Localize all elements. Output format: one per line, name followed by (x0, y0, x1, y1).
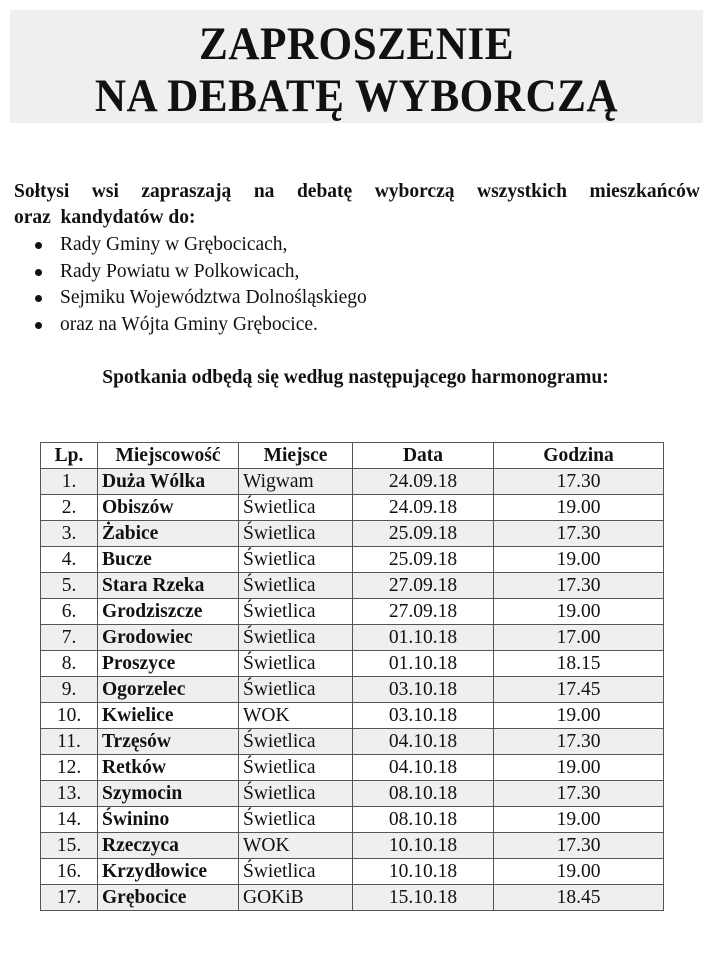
header-locality: Miejscowość (98, 443, 239, 469)
cell-row-number: 17. (41, 885, 98, 911)
cell-venue: GOKiB (239, 885, 353, 911)
table-row (41, 781, 664, 807)
table-row (41, 703, 664, 729)
bullet-icon (35, 322, 42, 329)
list-item-text: Rady Powiatu w Polkowicach, (60, 260, 300, 282)
cell-venue: Świetlica (239, 859, 353, 885)
table-row (41, 677, 664, 703)
cell-time: 18.15 (494, 651, 664, 677)
cell-locality: Świnino (98, 807, 239, 833)
cell-locality: Żabice (98, 521, 239, 547)
intro-line-1 (14, 179, 700, 205)
cell-row-number: 5. (41, 573, 98, 599)
intro-word: Sołtysi (14, 181, 70, 202)
list-item (32, 285, 367, 312)
cell-date: 03.10.18 (353, 703, 494, 729)
cell-venue: Świetlica (239, 495, 353, 521)
cell-row-number: 13. (41, 781, 98, 807)
table-row (41, 729, 664, 755)
cell-time: 19.00 (494, 859, 664, 885)
table-row (41, 521, 664, 547)
cell-venue: WOK (239, 703, 353, 729)
list-item (32, 312, 367, 339)
table-row (41, 625, 664, 651)
cell-time: 17.45 (494, 677, 664, 703)
intro-word: debatę (296, 181, 353, 202)
cell-time: 17.30 (494, 469, 664, 495)
cell-date: 01.10.18 (353, 651, 494, 677)
cell-venue: Świetlica (239, 651, 353, 677)
table-row (41, 495, 664, 521)
table-row (41, 469, 664, 495)
cell-time: 17.30 (494, 833, 664, 859)
cell-time: 17.30 (494, 781, 664, 807)
intro-word: na (253, 181, 275, 202)
cell-venue: Świetlica (239, 755, 353, 781)
schedule-heading: Spotkania odbędą się według następującego harmonogramu: (102, 367, 609, 388)
intro-word: wsi (91, 181, 119, 202)
title-banner (10, 10, 703, 123)
header-lp: Lp. (41, 443, 98, 469)
cell-date: 15.10.18 (353, 885, 494, 911)
cell-row-number: 15. (41, 833, 98, 859)
header-date: Data (353, 443, 494, 469)
cell-row-number: 2. (41, 495, 98, 521)
cell-row-number: 1. (41, 469, 98, 495)
cell-venue: Świetlica (239, 547, 353, 573)
cell-date: 27.09.18 (353, 599, 494, 625)
intro-word: wyborczą (374, 181, 455, 202)
intro-word: mieszkańców (589, 181, 700, 202)
cell-row-number: 11. (41, 729, 98, 755)
cell-time: 19.00 (494, 599, 664, 625)
cell-row-number: 6. (41, 599, 98, 625)
cell-time: 19.00 (494, 755, 664, 781)
table-body (41, 469, 664, 911)
cell-locality: Bucze (98, 547, 239, 573)
cell-venue: Świetlica (239, 625, 353, 651)
cell-time: 17.00 (494, 625, 664, 651)
cell-date: 04.10.18 (353, 755, 494, 781)
cell-date: 25.09.18 (353, 547, 494, 573)
cell-locality: Grębocice (98, 885, 239, 911)
cell-date: 27.09.18 (353, 573, 494, 599)
cell-row-number: 4. (41, 547, 98, 573)
cell-locality: Rzeczyca (98, 833, 239, 859)
cell-venue: Świetlica (239, 677, 353, 703)
cell-venue: Świetlica (239, 573, 353, 599)
bullet-icon (35, 269, 42, 276)
cell-venue: WOK (239, 833, 353, 859)
intro-line-2: oraz kandydatów do: (14, 207, 196, 228)
cell-locality: Grodowiec (98, 625, 239, 651)
list-item-text: Sejmiku Województwa Dolnośląskiego (60, 287, 367, 308)
cell-time: 19.00 (494, 495, 664, 521)
table-row (41, 651, 664, 677)
table-row (41, 859, 664, 885)
cell-time: 19.00 (494, 807, 664, 833)
cell-locality: Grodziszcze (98, 599, 239, 625)
cell-row-number: 14. (41, 807, 98, 833)
bullet-icon (35, 242, 42, 249)
cell-locality: Kwielice (98, 703, 239, 729)
cell-locality: Retków (98, 755, 239, 781)
candidate-list (32, 232, 367, 338)
cell-time: 17.30 (494, 521, 664, 547)
cell-locality: Proszyce (98, 651, 239, 677)
cell-locality: Duża Wólka (98, 469, 239, 495)
cell-venue: Świetlica (239, 729, 353, 755)
table-row (41, 807, 664, 833)
cell-time: 17.30 (494, 573, 664, 599)
cell-date: 04.10.18 (353, 729, 494, 755)
cell-locality: Ogorzelec (98, 677, 239, 703)
cell-locality: Szymocin (98, 781, 239, 807)
list-item (32, 232, 367, 259)
cell-row-number: 8. (41, 651, 98, 677)
cell-date: 03.10.18 (353, 677, 494, 703)
table-row (41, 599, 664, 625)
intro-word: wszystkich (477, 181, 567, 202)
schedule-table (40, 442, 664, 911)
intro-word: zapraszają (141, 181, 232, 202)
cell-row-number: 9. (41, 677, 98, 703)
cell-locality: Krzydłowice (98, 859, 239, 885)
cell-venue: Wigwam (239, 469, 353, 495)
cell-row-number: 3. (41, 521, 98, 547)
cell-time: 19.00 (494, 703, 664, 729)
cell-row-number: 16. (41, 859, 98, 885)
bullet-icon (35, 295, 42, 302)
cell-venue: Świetlica (239, 807, 353, 833)
table-row (41, 885, 664, 911)
cell-date: 10.10.18 (353, 833, 494, 859)
cell-row-number: 12. (41, 755, 98, 781)
cell-venue: Świetlica (239, 599, 353, 625)
cell-date: 08.10.18 (353, 781, 494, 807)
cell-date: 01.10.18 (353, 625, 494, 651)
cell-date: 10.10.18 (353, 859, 494, 885)
list-item-text: oraz na Wójta Gminy Grębocice. (60, 313, 318, 335)
cell-time: 18.45 (494, 885, 664, 911)
title-line-1: ZAPROSZENIE (198, 18, 515, 70)
cell-date: 24.09.18 (353, 495, 494, 521)
table-row (41, 573, 664, 599)
cell-time: 17.30 (494, 729, 664, 755)
cell-venue: Świetlica (239, 781, 353, 807)
cell-date: 25.09.18 (353, 521, 494, 547)
list-item (32, 259, 367, 286)
title-line-2: NA DEBATĘ WYBORCZĄ (94, 70, 619, 122)
table-row (41, 833, 664, 859)
cell-locality: Trzęsów (98, 729, 239, 755)
table-row (41, 755, 664, 781)
cell-row-number: 10. (41, 703, 98, 729)
table-header-row (41, 443, 664, 469)
header-time: Godzina (494, 443, 664, 469)
cell-locality: Obiszów (98, 495, 239, 521)
cell-time: 19.00 (494, 547, 664, 573)
cell-date: 24.09.18 (353, 469, 494, 495)
cell-row-number: 7. (41, 625, 98, 651)
cell-venue: Świetlica (239, 521, 353, 547)
table-row (41, 547, 664, 573)
cell-locality: Stara Rzeka (98, 573, 239, 599)
intro-paragraph (14, 179, 700, 231)
header-venue: Miejsce (239, 443, 353, 469)
cell-date: 08.10.18 (353, 807, 494, 833)
list-item-text: Rady Gminy w Grębocicach, (60, 234, 288, 255)
